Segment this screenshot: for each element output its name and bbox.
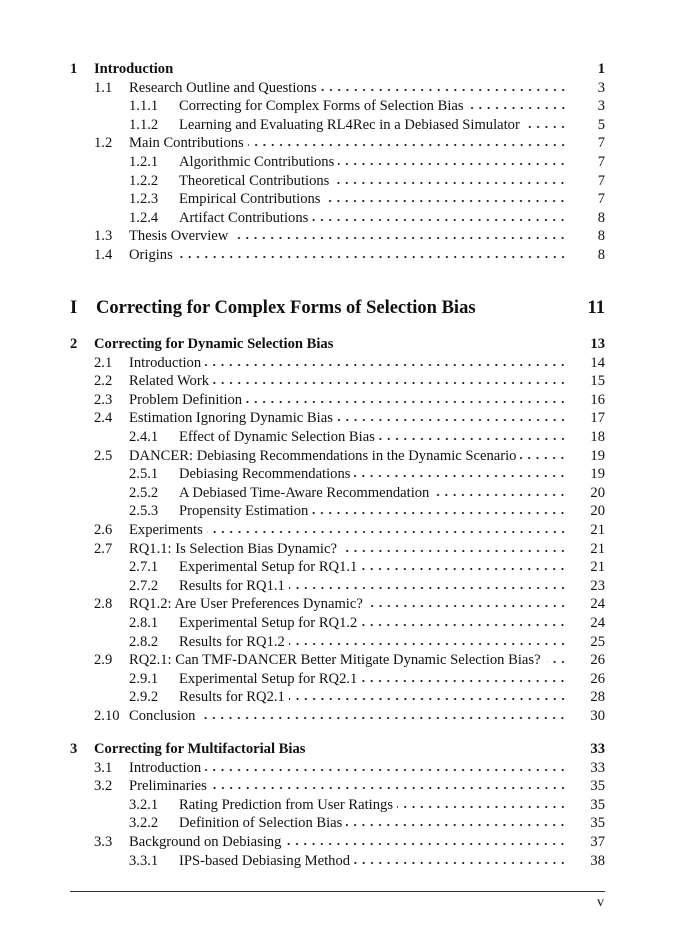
toc-entry-title: Thesis Overview: [129, 228, 229, 245]
toc-entry-page: 17: [590, 410, 605, 427]
dot-leader: [246, 394, 567, 404]
toc-entry-page: 11: [587, 297, 605, 318]
toc-entry-page: 16: [590, 391, 605, 408]
toc-entry-number: 1.2.1: [129, 153, 159, 170]
toc-entry-subsection[interactable]: [70, 558, 605, 577]
toc-entry-subsection[interactable]: [70, 814, 605, 833]
toc-entry-page: 21: [590, 521, 605, 538]
toc-entry-section[interactable]: [70, 354, 605, 373]
toc-entry-title: Origins: [129, 246, 173, 263]
toc-entry-title: Introduction: [129, 354, 202, 371]
dot-leader: [337, 412, 567, 422]
toc-entry-chapter[interactable]: [70, 60, 605, 79]
dot-leader: [289, 580, 567, 590]
toc-entry-section[interactable]: [70, 651, 605, 670]
dot-leader: [524, 119, 567, 129]
toc-entry-number: 2.8.2: [129, 633, 159, 650]
toc-entry-title: Correcting for Complex Forms of Selection Bias: [179, 98, 464, 115]
toc-entry-title: Learning and Evaluating RL4Rec in a Debiased Simulator: [179, 116, 520, 133]
toc-entry-title: A Debiased Time-Aware Recommendation: [179, 484, 430, 501]
toc-entry-number: 3.3.1: [129, 852, 159, 869]
toc-entry-page: 3: [597, 79, 605, 96]
toc-entry-title: Theoretical Contributions: [179, 172, 330, 189]
toc-entry-section[interactable]: [70, 134, 605, 153]
toc-entry-chapter[interactable]: [70, 740, 605, 759]
toc-entry-number: 3.1: [94, 759, 113, 776]
toc-entry-title: Results for RQ1.1: [179, 577, 285, 594]
toc-entry-section[interactable]: [70, 540, 605, 559]
toc-entry-title: Introduction: [94, 61, 174, 77]
toc-entry-subsection[interactable]: [70, 172, 605, 191]
toc-entry-number: 2.2: [94, 373, 113, 390]
toc-entry-title: RQ1.2: Are User Preferences Dynamic?: [129, 596, 363, 613]
dot-leader: [312, 212, 567, 222]
toc-entry-number: 2.10: [94, 707, 120, 724]
toc-entry-page: 5: [597, 116, 605, 133]
toc-entry-number: 2.1: [94, 354, 113, 371]
toc-entry-page: 19: [590, 466, 605, 483]
toc-entry-subsection[interactable]: [70, 153, 605, 172]
spacer: [547, 654, 567, 664]
toc-entry-page: 7: [597, 153, 605, 170]
toc-entry-page: 35: [590, 796, 605, 813]
toc-entry-number: 1.2.2: [129, 172, 159, 189]
dot-leader: [361, 561, 567, 571]
toc-entry-section[interactable]: [70, 777, 605, 796]
toc-entry-number: 3.3: [94, 833, 113, 850]
toc-entry-title: Empirical Contributions: [179, 191, 321, 208]
toc-entry-number: 2.5.3: [129, 503, 159, 520]
toc-entry-section[interactable]: [70, 372, 605, 391]
toc-entry-title: Correcting for Dynamic Selection Bias: [94, 336, 334, 353]
toc-entry-subsection[interactable]: [70, 633, 605, 652]
toc-entry-section[interactable]: [70, 595, 605, 614]
toc-entry-number: 1.4: [94, 246, 113, 263]
toc-entry-title: Propensity Estimation: [179, 503, 309, 520]
dot-leader: [333, 175, 567, 185]
toc-entry-page: 18: [590, 429, 605, 445]
toc-entry-page: 24: [590, 614, 605, 631]
toc-entry-section[interactable]: [70, 833, 605, 852]
toc-entry-number: 2.5: [94, 447, 113, 464]
toc-entry-page: 7: [597, 191, 605, 208]
toc-entry-page: 1: [597, 61, 605, 77]
toc-entry-page: 8: [597, 228, 605, 245]
toc-entry-section[interactable]: [70, 79, 605, 98]
toc-entry-title: Conclusion: [129, 707, 196, 724]
toc-entry-number: 1.3: [94, 228, 113, 245]
toc-entry-number: 3: [70, 741, 78, 757]
dot-leader: [397, 799, 567, 809]
toc-entry-number: 2.6: [94, 521, 113, 538]
toc-entry-subsection[interactable]: [70, 97, 605, 116]
toc-entry-page: 20: [590, 484, 605, 501]
toc-entry-number: 1.2.4: [129, 209, 159, 226]
toc-entry-title: Artifact Contributions: [179, 209, 309, 226]
dot-leader: [213, 375, 567, 385]
toc-entry-page: 30: [590, 707, 605, 724]
toc-entry-title: Correcting for Multifactorial Bias: [94, 741, 306, 757]
toc-entry-number: 2.5.1: [129, 466, 159, 483]
toc-entry-title: Definition of Selection Bias: [179, 815, 343, 832]
toc-entry-page: 23: [590, 577, 605, 594]
toc-entry-number: 1.1.2: [129, 116, 159, 133]
dot-leader: [338, 156, 567, 166]
dot-leader: [324, 193, 567, 203]
dot-leader: [248, 137, 567, 147]
toc-entry-number: 1.2.3: [129, 191, 159, 208]
toc-entry-page: 8: [597, 209, 605, 226]
table-of-contents: [70, 60, 605, 870]
toc-entry-number: 2.8: [94, 596, 113, 613]
toc-entry-number: 2.7: [94, 540, 113, 557]
toc-entry-section[interactable]: [70, 391, 605, 410]
dot-leader: [205, 762, 567, 772]
toc-entry-title: Experimental Setup for RQ2.1: [179, 670, 358, 687]
toc-entry-page: 20: [590, 503, 605, 520]
toc-entry-number: 2.9.1: [129, 670, 159, 687]
toc-entry-section[interactable]: [70, 447, 605, 466]
footer-rule: [70, 891, 605, 892]
toc-entry-chapter[interactable]: [70, 335, 605, 354]
toc-entry-page: 37: [590, 833, 605, 850]
toc-entry-title: Experimental Setup for RQ1.2: [179, 614, 358, 631]
toc-entry-number: 3.2.2: [129, 815, 159, 832]
dot-leader: [354, 468, 567, 478]
page-number: v: [597, 895, 604, 910]
dot-leader: [520, 450, 567, 460]
dot-leader: [289, 636, 567, 646]
toc-entry-title: Main Contributions: [129, 135, 244, 152]
toc-entry-subsection[interactable]: [70, 852, 605, 871]
toc-entry-page: 38: [590, 852, 605, 869]
dot-leader: [199, 710, 567, 720]
toc-entry-number: 2.7.1: [129, 559, 159, 576]
dot-leader: [346, 817, 567, 827]
toc-entry-title: RQ1.1: Is Selection Bias Dynamic?: [129, 540, 337, 557]
toc-entry-section[interactable]: [70, 707, 605, 726]
toc-entry-subsection[interactable]: [70, 502, 605, 521]
toc-entry-number: 1: [70, 61, 78, 77]
dot-leader: [211, 780, 567, 790]
toc-entry-page: 35: [590, 778, 605, 795]
toc-entry-number: 1.1.1: [129, 98, 159, 115]
toc-entry-title: DANCER: Debiasing Recommendations in the Dynamic Scenario: [129, 447, 517, 464]
toc-entry-part[interactable]: [70, 295, 605, 321]
dot-leader: [289, 691, 567, 701]
toc-entry-subsection[interactable]: [70, 484, 605, 503]
toc-entry-page: 21: [590, 559, 605, 576]
toc-entry-page: 7: [597, 172, 605, 189]
toc-entry-page: 33: [590, 741, 605, 757]
toc-entry-subsection[interactable]: [70, 796, 605, 815]
toc-entry-number: 2.3: [94, 391, 113, 408]
dot-leader: [312, 505, 567, 515]
toc-entry-subsection[interactable]: [70, 670, 605, 689]
toc-entry-title: Algorithmic Contributions: [179, 153, 335, 170]
toc-entry-subsection[interactable]: [70, 209, 605, 228]
dot-leader: [361, 617, 567, 627]
toc-entry-title: Experimental Setup for RQ1.1: [179, 559, 358, 576]
dot-leader: [433, 487, 567, 497]
toc-entry-number: 1.2: [94, 135, 113, 152]
toc-entry-section[interactable]: [70, 227, 605, 246]
toc-entry-title: Estimation Ignoring Dynamic Bias: [129, 410, 333, 427]
dot-leader: [321, 82, 567, 92]
toc-entry-page: 33: [590, 759, 605, 776]
toc-entry-title: Introduction: [129, 759, 202, 776]
toc-entry-page: 26: [590, 652, 605, 669]
dot-leader: [468, 100, 567, 110]
toc-entry-subsection[interactable]: [70, 465, 605, 484]
toc-entry-page: 35: [590, 815, 605, 832]
toc-entry-page: 26: [590, 670, 605, 687]
toc-entry-number: 2.7.2: [129, 577, 159, 594]
toc-entry-subsection[interactable]: [70, 577, 605, 596]
toc-entry-number: 2: [70, 336, 78, 353]
toc-entry-title: Background on Debiasing: [129, 833, 282, 850]
toc-entry-title: Research Outline and Questions: [129, 79, 317, 96]
dot-leader: [207, 524, 567, 534]
toc-entry-page: 21: [590, 540, 605, 557]
toc-entry-page: 8: [597, 246, 605, 263]
toc-entry-number: 2.9.2: [129, 689, 159, 706]
toc-entry-page: 13: [590, 336, 605, 353]
dot-leader: [361, 673, 567, 683]
toc-entry-page: 3: [597, 98, 605, 115]
toc-entry-number: I: [70, 297, 78, 318]
toc-entry-page: 14: [590, 354, 605, 371]
toc-entry-title: IPS-based Debiasing Method: [179, 852, 351, 869]
toc-entry-subsection[interactable]: [70, 688, 605, 707]
dot-leader: [379, 431, 567, 441]
dot-leader: [177, 249, 567, 259]
toc-entry-number: 3.2: [94, 778, 113, 795]
toc-entry-number: 2.9: [94, 652, 113, 669]
toc-entry-number: 3.2.1: [129, 796, 159, 813]
toc-entry-page: 28: [590, 689, 605, 706]
toc-entry-section[interactable]: [70, 246, 605, 265]
toc-entry-subsection[interactable]: [70, 190, 605, 209]
toc-entry-number: 2.5.2: [129, 484, 159, 501]
toc-entry-title: Correcting for Complex Forms of Selection Bias: [96, 297, 476, 318]
toc-entry-page: 15: [590, 373, 605, 390]
dot-leader: [205, 357, 567, 367]
dot-leader: [354, 855, 567, 865]
toc-entry-number: 2.4.1: [129, 429, 159, 445]
toc-entry-page: 7: [597, 135, 605, 152]
toc-entry-title: Debiasing Recommendations: [179, 466, 351, 483]
toc-entry-title: RQ2.1: Can TMF-DANCER Better Mitigate Dynamic Selection Bias?: [129, 652, 541, 669]
toc-entry-number: 2.4: [94, 410, 113, 427]
toc-entry-section[interactable]: [70, 521, 605, 540]
toc-entry-title: Effect of Dynamic Selection Bias: [179, 429, 375, 445]
toc-entry-title: Results for RQ2.1: [179, 689, 285, 706]
toc-entry-subsection[interactable]: [70, 116, 605, 135]
dot-leader: [232, 230, 567, 240]
dot-leader: [285, 836, 567, 846]
toc-entry-page: 25: [590, 633, 605, 650]
toc-entry-title: Problem Definition: [129, 391, 243, 408]
toc-entry-title: Related Work: [129, 373, 210, 390]
toc-entry-title: Results for RQ1.2: [179, 633, 285, 650]
toc-entry-section[interactable]: [70, 409, 605, 428]
toc-entry-subsection[interactable]: [70, 614, 605, 633]
toc-entry-subsection[interactable]: [70, 428, 605, 447]
toc-entry-number: 2.8.1: [129, 614, 159, 631]
toc-entry-section[interactable]: [70, 759, 605, 778]
toc-entry-page: 19: [590, 447, 605, 464]
toc-entry-title: Experiments: [129, 521, 203, 538]
dot-leader: [367, 598, 567, 608]
dot-leader: [341, 543, 567, 553]
toc-entry-number: 1.1: [94, 79, 113, 96]
toc-entry-title: Rating Prediction from User Ratings: [179, 796, 394, 813]
toc-entry-title: Preliminaries: [129, 778, 207, 795]
toc-entry-page: 24: [590, 596, 605, 613]
